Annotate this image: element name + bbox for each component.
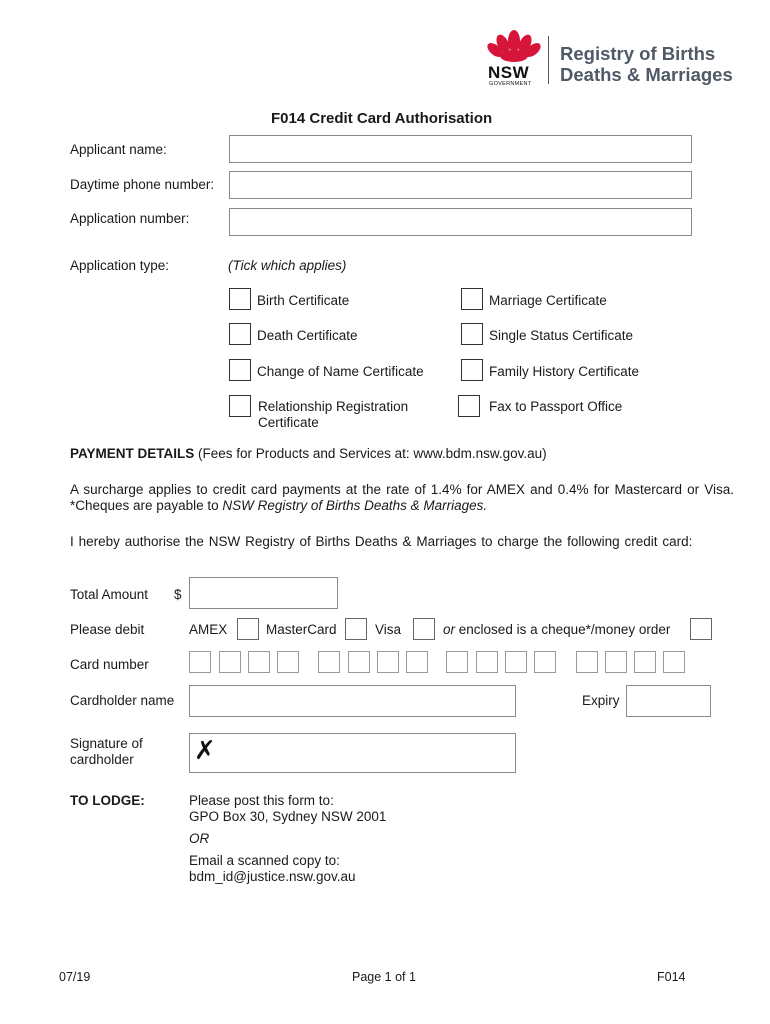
form-title: F014 Credit Card Authorisation [271, 110, 493, 127]
cheque-text: enclosed is a cheque*/money order [458, 622, 671, 637]
applicant-name-field[interactable] [229, 135, 692, 163]
signature-x-mark: ✗ [194, 736, 216, 766]
change-of-name-label: Change of Name Certificate [257, 364, 424, 379]
post-instruction: Please post this form to: [189, 793, 334, 808]
payment-details-heading [70, 446, 547, 461]
tick-hint: (Tick which applies) [228, 258, 347, 273]
fax-passport-label: Fax to Passport Office [489, 399, 623, 414]
application-type-label: Application type: [70, 258, 170, 273]
signature-label-line-1: Signature of [70, 736, 143, 751]
card-digit-box[interactable] [605, 651, 627, 673]
applicant-name-label: Applicant name: [70, 142, 167, 157]
single-status-checkbox[interactable] [461, 323, 483, 345]
death-certificate-label: Death Certificate [257, 328, 358, 343]
change-of-name-checkbox[interactable] [229, 359, 251, 381]
marriage-certificate-label: Marriage Certificate [489, 293, 607, 308]
family-history-label: Family History Certificate [489, 364, 640, 379]
fax-passport-checkbox[interactable] [458, 395, 480, 417]
surcharge-text: A surcharge applies to credit card payments at the rate of 1.4% for AMEX and 0.4% for Mastercard or Visa. *Cheques are payable to [70, 482, 734, 513]
card-digit-box[interactable] [476, 651, 498, 673]
card-digit-box[interactable] [505, 651, 527, 673]
card-digit-box[interactable] [248, 651, 270, 673]
relationship-registration-checkbox[interactable] [229, 395, 251, 417]
visa-checkbox[interactable] [413, 618, 435, 640]
daytime-phone-label: Daytime phone number: [70, 177, 215, 192]
total-amount-field[interactable] [189, 577, 338, 609]
logo-divider [548, 36, 549, 84]
to-lodge-label: TO LODGE: [70, 793, 145, 808]
nsw-government-logo [484, 30, 544, 86]
nsw-wordmark: NSW [488, 63, 530, 82]
payment-heading-text: PAYMENT DETAILS [70, 446, 195, 461]
registry-line-1: Registry of Births [560, 43, 716, 64]
family-history-checkbox[interactable] [461, 359, 483, 381]
authorisation-statement: I hereby authorise the NSW Registry of Births Deaths & Marriages to charge the following credit card: [70, 534, 693, 549]
birth-certificate-checkbox[interactable] [229, 288, 251, 310]
government-wordmark: GOVERNMENT [489, 81, 532, 87]
cheque-label [443, 622, 670, 637]
daytime-phone-field[interactable] [229, 171, 692, 199]
marriage-certificate-checkbox[interactable] [461, 288, 483, 310]
death-certificate-checkbox[interactable] [229, 323, 251, 345]
card-digit-box[interactable] [576, 651, 598, 673]
application-number-field[interactable] [229, 208, 692, 236]
relationship-registration-label-2: Certificate [258, 415, 319, 430]
card-digit-box[interactable] [634, 651, 656, 673]
relationship-registration-label-1: Relationship Registration [258, 399, 409, 414]
expiry-label: Expiry [582, 693, 620, 708]
email-instruction: Email a scanned copy to: [189, 853, 340, 868]
mastercard-checkbox[interactable] [345, 618, 367, 640]
card-digit-box[interactable] [219, 651, 241, 673]
signature-field[interactable] [189, 733, 516, 773]
email-address: bdm_id@justice.nsw.gov.au [189, 869, 356, 884]
registry-line-2: Deaths & Marriages [560, 64, 733, 85]
card-digit-box[interactable] [277, 651, 299, 673]
mastercard-label: MasterCard [266, 622, 337, 637]
visa-label: Visa [375, 622, 402, 637]
footer-date: 07/19 [59, 970, 91, 984]
or-word: or [443, 622, 456, 637]
card-digit-box[interactable] [318, 651, 340, 673]
postal-address: GPO Box 30, Sydney NSW 2001 [189, 809, 387, 824]
card-digit-box[interactable] [446, 651, 468, 673]
signature-label [70, 736, 143, 768]
registry-logo-text [560, 43, 733, 85]
cardholder-name-label: Cardholder name [70, 693, 175, 708]
payee-name: NSW Registry of Births Deaths & Marriages. [222, 498, 488, 513]
waratah-icon [486, 30, 542, 64]
expiry-field[interactable] [626, 685, 711, 717]
footer-form-code: F014 [657, 970, 686, 984]
please-debit-label: Please debit [70, 622, 145, 637]
birth-certificate-label: Birth Certificate [257, 293, 350, 308]
card-digit-box[interactable] [189, 651, 211, 673]
single-status-label: Single Status Certificate [489, 328, 634, 343]
currency-symbol: $ [174, 587, 182, 602]
amex-checkbox[interactable] [237, 618, 259, 640]
footer-page: Page 1 of 1 [352, 970, 416, 984]
payment-heading-note: (Fees for Products and Services at: www.bdm.nsw.gov.au) [198, 446, 547, 461]
card-number-label: Card number [70, 657, 149, 672]
card-digit-box[interactable] [663, 651, 685, 673]
lodge-instructions [189, 793, 386, 885]
amex-label: AMEX [189, 622, 228, 637]
card-digit-box[interactable] [534, 651, 556, 673]
card-digit-box[interactable] [377, 651, 399, 673]
card-digit-box[interactable] [406, 651, 428, 673]
card-digit-box[interactable] [348, 651, 370, 673]
application-number-label: Application number: [70, 211, 190, 226]
signature-label-line-2: cardholder [70, 752, 134, 767]
or-separator: OR [189, 831, 210, 846]
surcharge-paragraph [70, 482, 734, 514]
total-amount-label: Total Amount [70, 587, 149, 602]
cardholder-name-field[interactable] [189, 685, 516, 717]
cheque-checkbox[interactable] [690, 618, 712, 640]
